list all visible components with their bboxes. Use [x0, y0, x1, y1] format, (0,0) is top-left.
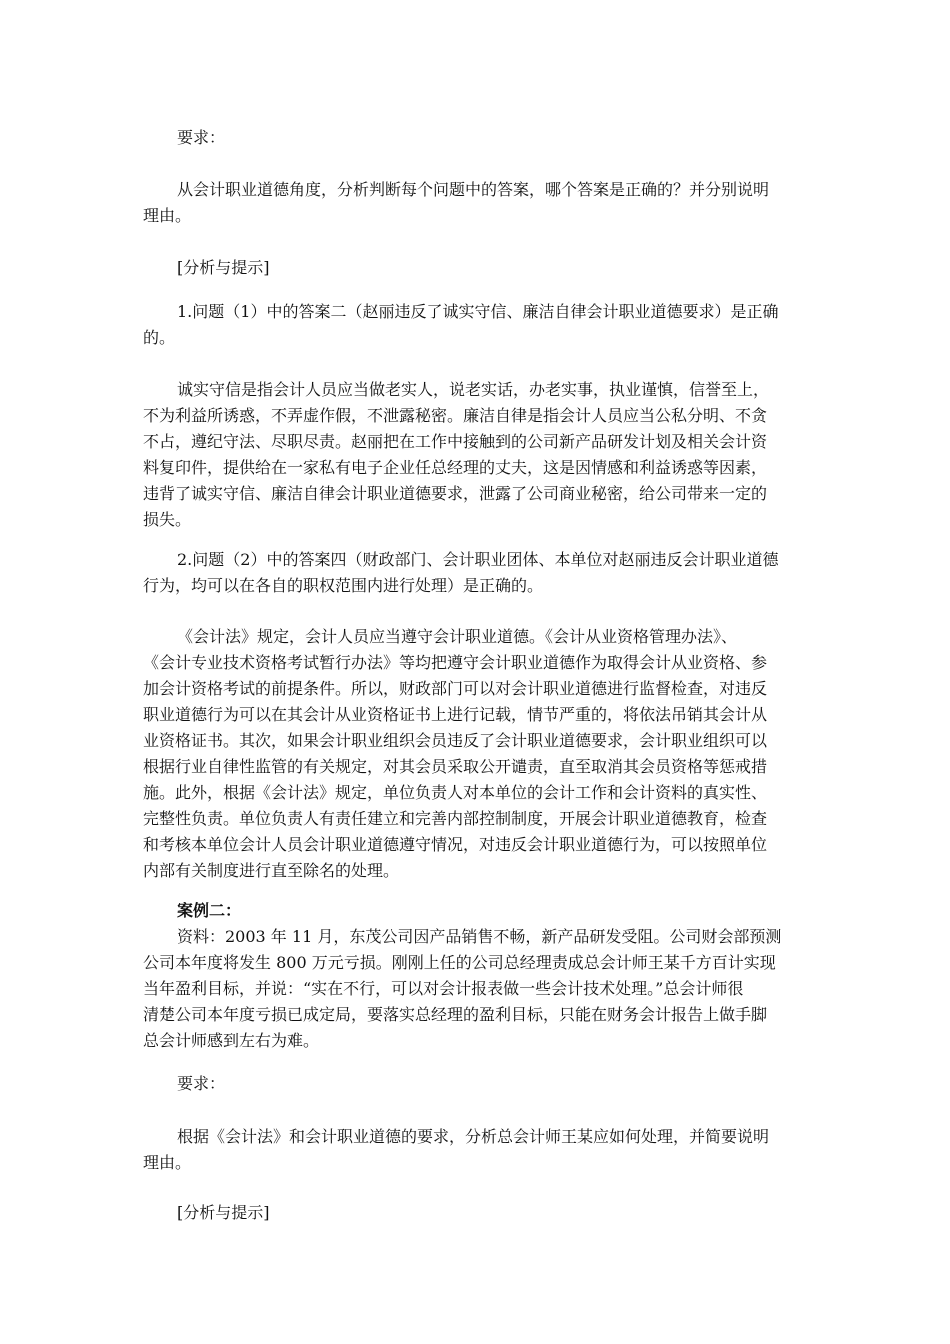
text-line: 料复印件，提供给在一家私有电子企业任总经理的丈夫，这是因情感和利益诱惑等因素， — [143, 458, 768, 477]
text-line: 公司本年度将发生 800 万元亏损。刚刚上任的公司总经理责成总会计师王某千方百计实现 — [143, 953, 776, 972]
requirement-label: 要求： — [177, 1074, 226, 1093]
text-line: 当年盈利目标，并说：“实在不行，可以对会计报表做一些会计技术处理。”总会计师很 — [143, 979, 744, 998]
analysis-hint-heading-1 — [143, 255, 808, 281]
text-line: 业资格证书。其次，如果会计职业组织会员违反了会计职业道德要求，会计职业组织可以 — [143, 731, 768, 750]
text-line: 1.问题（1）中的答案二（赵丽违反了诚实守信、廉洁自律会计职业道德要求）是正确 — [177, 302, 779, 321]
explanation-paragraph-1 — [143, 377, 808, 533]
text-line: 清楚公司本年度亏损已成定局，要落实总经理的盈利目标，只能在财务会计报告上做手脚 — [143, 1005, 768, 1024]
requirement-body-1 — [143, 177, 808, 229]
text-line: 2.问题（2）中的答案四（财政部门、会计职业团体、本单位对赵丽违反会计职业道德 — [177, 550, 779, 569]
explanation-paragraph-2 — [143, 624, 808, 884]
answer-item-1 — [143, 299, 808, 351]
requirement-heading-2 — [143, 1071, 808, 1097]
requirement-body-2 — [143, 1124, 808, 1176]
analysis-hint-label: [分析与提示] — [177, 1203, 270, 1222]
analysis-hint-heading-2 — [143, 1200, 808, 1226]
text-line: 完整性负责。单位负责人有责任建立和完善内部控制制度，开展会计职业道德教育，检查 — [143, 809, 768, 828]
text-line: 行为，均可以在各自的职权范围内进行处理）是正确的。 — [143, 576, 544, 595]
text-line: 理由。 — [143, 206, 192, 225]
text-line: 损失。 — [143, 510, 192, 529]
text-line: 理由。 — [143, 1153, 192, 1172]
answer-item-2 — [143, 547, 808, 599]
text-line: 内部有关制度进行直至除名的处理。 — [143, 861, 400, 880]
text-line: 《会计专业技术资格考试暂行办法》等均把遵守会计职业道德作为取得会计从业资格、参 — [143, 653, 768, 672]
text-line: 《会计法》规定，会计人员应当遵守会计职业道德。《会计从业资格管理办法》、 — [177, 627, 738, 646]
text-line: 根据行业自律性监管的有关规定，对其会员采取公开谴责，直至取消其会员资格等惩戒措 — [143, 757, 768, 776]
text-line: 和考核本单位会计人员会计职业道德遵守情况，对违反会计职业道德行为，可以按照单位 — [143, 835, 768, 854]
analysis-hint-label: [分析与提示] — [177, 258, 270, 277]
requirement-heading-1 — [143, 125, 808, 151]
case-two-heading — [143, 898, 808, 924]
text-line: 资料：2003 年 11 月，东茂公司因产品销售不畅，新产品研发受阻。公司财会部预测 — [177, 927, 782, 946]
text-line: 总会计师感到左右为难。 — [143, 1031, 320, 1050]
case-title: 案例二： — [177, 901, 242, 920]
text-line: 的。 — [143, 328, 176, 347]
text-line: 施。此外，根据《会计法》规定，单位负责人对本单位的会计工作和会计资料的真实性、 — [143, 783, 768, 802]
text-line: 不占，遵纪守法、尽职尽责。赵丽把在工作中接触到的公司新产品研发计划及相关会计资 — [143, 432, 768, 451]
text-line: 加会计资格考试的前提条件。所以，财政部门可以对会计职业道德进行监督检查，对违反 — [143, 679, 768, 698]
requirement-label: 要求： — [177, 128, 226, 147]
text-line: 根据《会计法》和会计职业道德的要求，分析总会计师王某应如何处理，并简要说明 — [177, 1127, 770, 1146]
text-line: 从会计职业道德角度，分析判断每个问题中的答案，哪个答案是正确的？并分别说明 — [177, 180, 770, 199]
case-two-material — [143, 924, 808, 1054]
text-line: 违背了诚实守信、廉洁自律会计职业道德要求，泄露了公司商业秘密，给公司带来一定的 — [143, 484, 768, 503]
text-line: 诚实守信是指会计人员应当做老实人，说老实话，办老实事，执业谨慎，信誉至上， — [177, 380, 770, 399]
text-line: 职业道德行为可以在其会计从业资格证书上进行记载，情节严重的，将依法吊销其会计从 — [143, 705, 768, 724]
text-line: 不为利益所诱惑，不弄虚作假，不泄露秘密。廉洁自律是指会计人员应当公私分明、不贪 — [143, 406, 768, 425]
